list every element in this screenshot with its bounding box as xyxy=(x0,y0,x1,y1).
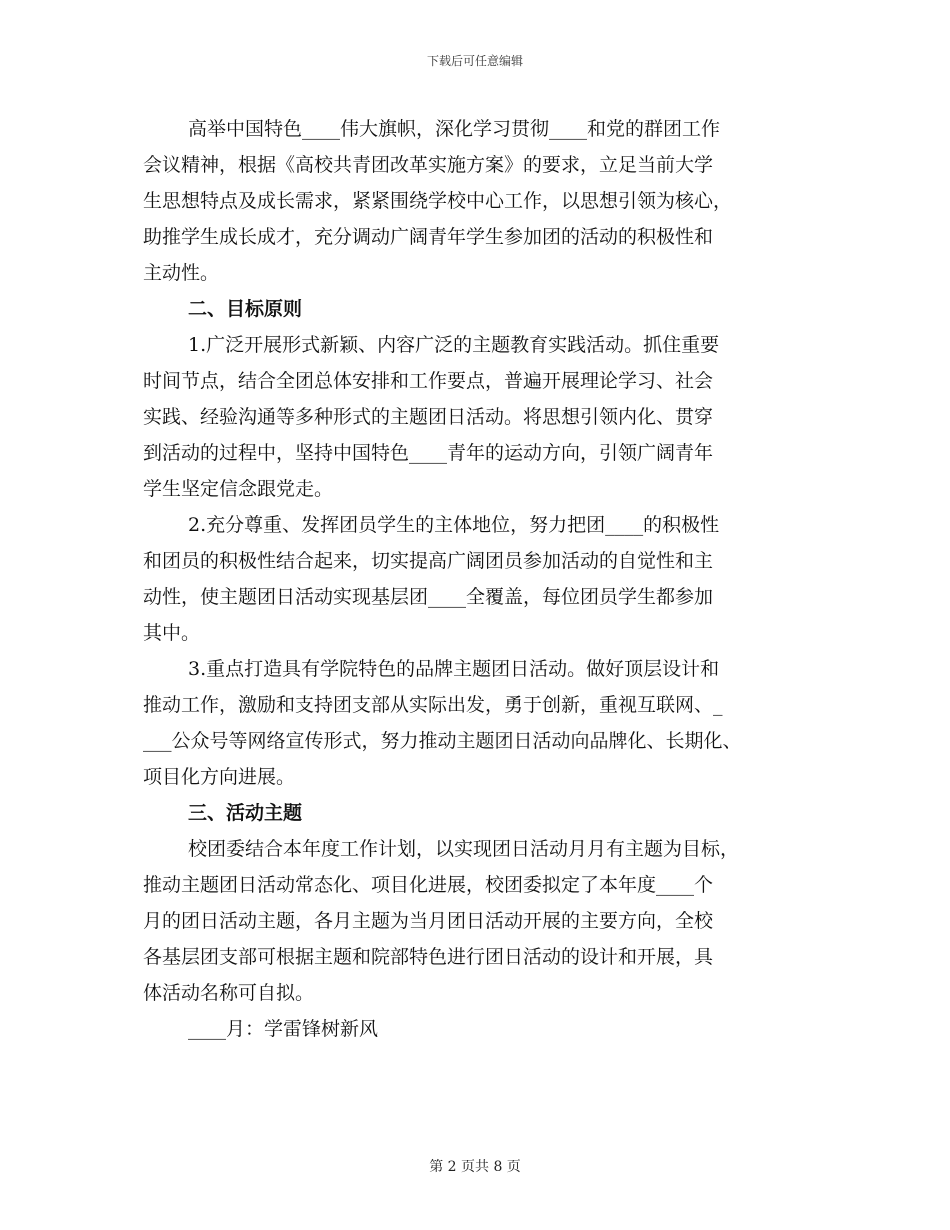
paragraph-line: 和团员的积极性结合起来，切实提高广阔团员参加活动的自觉性和主 xyxy=(143,550,714,572)
section-heading: 二、目标原则 xyxy=(188,298,303,320)
paragraph-line: 到活动的过程中，坚持中国特色____青年的运动方向，引领广阔青年 xyxy=(143,442,714,464)
paragraph-line: 动性，使主题团日活动实现基层团____全覆盖，每位团员学生都参加 xyxy=(143,586,714,608)
page-header: 下载后可任意编辑 xyxy=(426,54,523,68)
paragraph-line: 学生坚定信念跟党走。 xyxy=(143,478,334,500)
page-footer: 第 2 页共 8 页 xyxy=(429,1159,521,1175)
paragraph-line: 1.广泛开展形式新颖、内容广泛的主题教育实践活动。抓住重要 xyxy=(188,334,720,356)
document-body xyxy=(143,111,823,1047)
paragraph-line: 3.重点打造具有学院特色的品牌主题团日活动。做好顶层设计和 xyxy=(188,658,720,680)
paragraph-line: 时间节点，结合全团总体安排和工作要点，普遍开展理论学习、社会 xyxy=(143,370,714,392)
paragraph-line: 校团委结合本年度工作计划，以实现团日活动月月有主题为目标， xyxy=(188,838,740,860)
paragraph-line: 高举中国特色____伟大旗帜，深化学习贯彻____和党的群团工作 xyxy=(188,118,721,140)
paragraph-line: 推动主题团日活动常态化、项目化进展，校团委拟定了本年度____个 xyxy=(143,874,714,896)
paragraph-line: 体活动名称可自拟。 xyxy=(143,982,315,1004)
paragraph-line: 主动性。 xyxy=(143,262,220,284)
paragraph-line: 推动工作，激励和支持团支部从实际出发，勇于创新，重视互联网、_ xyxy=(143,694,723,716)
paragraph-line: 会议精神，根据《高校共青团改革实施方案》的要求，立足当前大学 xyxy=(143,154,714,176)
paragraph-line: ___公众号等网络宣传形式，努力推动主题团日活动向品牌化、长期化、 xyxy=(143,730,742,752)
paragraph-line: 项目化方向进展。 xyxy=(143,766,296,788)
paragraph-line: 各基层团支部可根据主题和院部特色进行团日活动的设计和开展，具 xyxy=(143,946,714,968)
section-heading: 三、活动主题 xyxy=(188,802,303,824)
paragraph-line: 助推学生成长成才，充分调动广阔青年学生参加团的活动的积极性和 xyxy=(143,226,714,248)
paragraph-line: 月的团日活动主题，各月主题为当月团日活动开展的主要方向，全校 xyxy=(143,910,714,932)
paragraph-line: ____月：学雷锋树新风 xyxy=(188,1018,379,1040)
paragraph-line: 实践、经验沟通等多种形式的主题团日活动。将思想引领内化、贯穿 xyxy=(143,406,714,428)
paragraph-line: 2.充分尊重、发挥团员学生的主体地位，努力把团____的积极性 xyxy=(188,514,720,536)
paragraph-line: 其中。 xyxy=(143,622,201,644)
paragraph-line: 生思想特点及成长需求，紧紧围绕学校中心工作，以思想引领为核心， xyxy=(143,190,733,212)
